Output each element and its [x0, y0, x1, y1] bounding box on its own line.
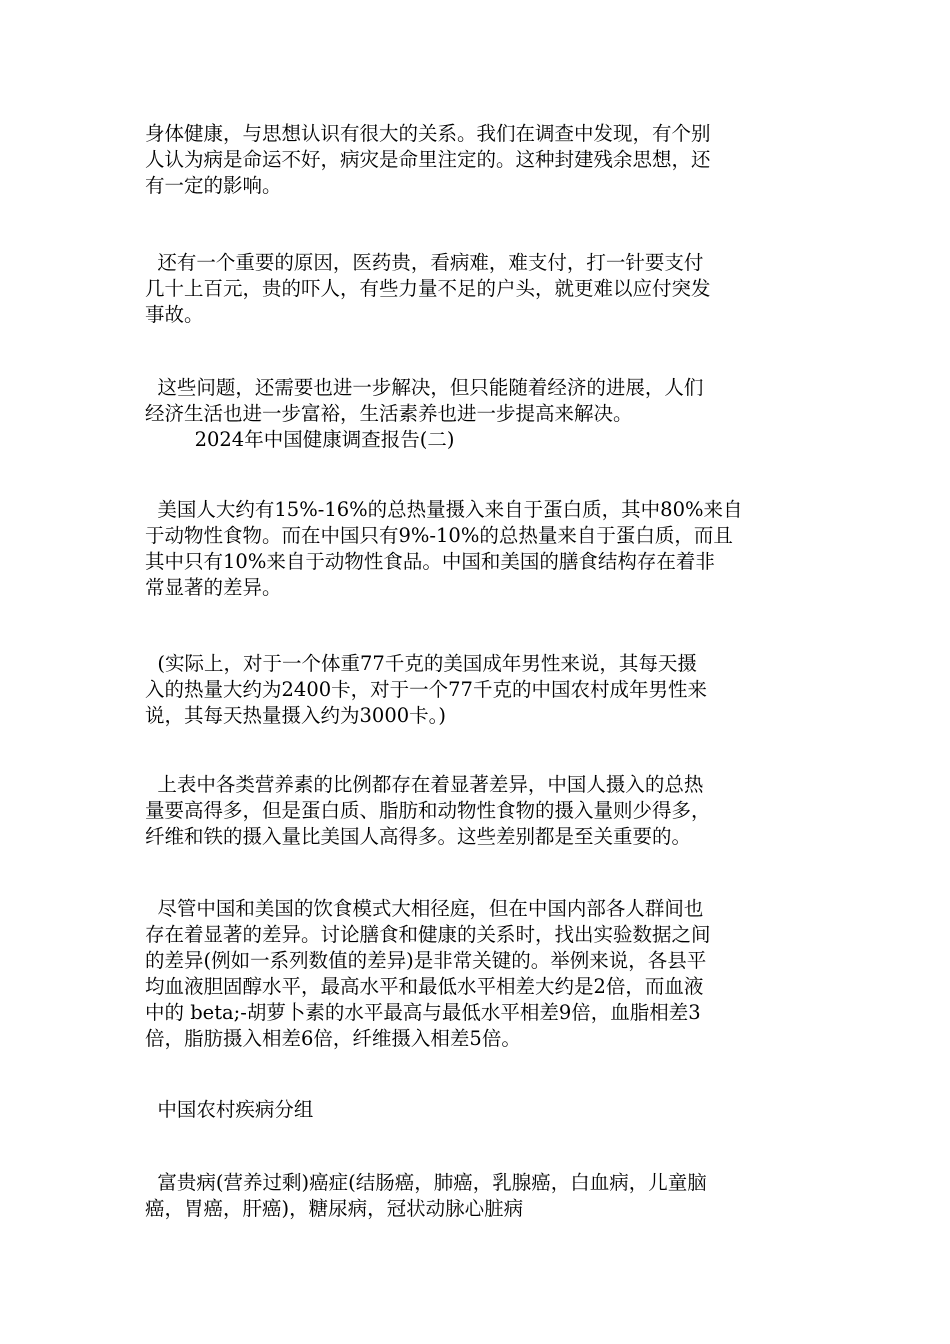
- text-line: 几十上百元，贵的吓人，有些力量不足的户头，就更难以应付突发: [145, 277, 711, 300]
- section-heading: 2024年中国健康调查报告(二): [145, 428, 455, 451]
- text-line: 癌，胃癌，肝癌)，糖尿病，冠状动脉心脏病: [145, 1197, 524, 1220]
- text-line: 事故。: [145, 303, 204, 326]
- text-line: 均血液胆固醇水平，最高水平和最低水平相差大约是2倍，而血液: [145, 975, 704, 998]
- text-line: 中的 beta;-胡萝卜素的水平最高与最低水平相差9倍，血脂相差3: [145, 1001, 701, 1024]
- text-line: 尽管中国和美国的饮食模式大相径庭，但在中国内部各人群间也: [145, 897, 704, 920]
- text-line: 入的热量大约为2400卡，对于一个77千克的中国农村成年男性来: [145, 678, 707, 701]
- text-line: 身体健康，与思想认识有很大的关系。我们在调查中发现，有个别: [145, 122, 711, 145]
- section-heading: 中国农村疾病分组: [145, 1098, 314, 1121]
- text-line: (实际上，对于一个体重77千克的美国成年男性来说，其每天摄: [145, 652, 697, 675]
- text-line: 的差异(例如一系列数值的差异)是非常关键的。举例来说，各县平: [145, 949, 707, 972]
- text-line: 富贵病(营养过剩)癌症(结肠癌，肺癌，乳腺癌，白血病，儿童脑: [145, 1171, 707, 1194]
- text-line: 其中只有10%来自于动物性食品。中国和美国的膳食结构存在着非: [145, 550, 715, 573]
- text-line: 上表中各类营养素的比例都存在着显著差异，中国人摄入的总热: [145, 773, 704, 796]
- text-line: 纤维和铁的摄入量比美国人高得多。这些差别都是至关重要的。: [145, 825, 692, 848]
- text-line: 经济生活也进一步富裕，生活素养也进一步提高来解决。: [145, 402, 633, 425]
- text-line: 于动物性食物。而在中国只有9%-10%的总热量来自于蛋白质，而且: [145, 524, 733, 547]
- text-line: 存在着显著的差异。讨论膳食和健康的关系时，找出实验数据之间: [145, 923, 711, 946]
- text-line: 这些问题，还需要也进一步解决，但只能随着经济的进展，人们: [145, 376, 704, 399]
- text-line: 说，其每天热量摄入约为3000卡。): [145, 704, 446, 727]
- text-line: 倍，脂肪摄入相差6倍，纤维摄入相差5倍。: [145, 1027, 521, 1050]
- text-line: 常显著的差异。: [145, 576, 282, 599]
- text-line: 有一定的影响。: [145, 174, 282, 197]
- text-line: 美国人大约有15%-16%的总热量摄入来自于蛋白质，其中80%来自: [145, 498, 743, 521]
- text-line: 人认为病是命运不好，病灾是命里注定的。这种封建残余思想，还: [145, 148, 711, 171]
- text-line: 量要高得多，但是蛋白质、脂肪和动物性食物的摄入量则少得多，: [145, 799, 711, 822]
- text-line: 还有一个重要的原因，医药贵，看病难，难支付，打一针要支付: [145, 251, 704, 274]
